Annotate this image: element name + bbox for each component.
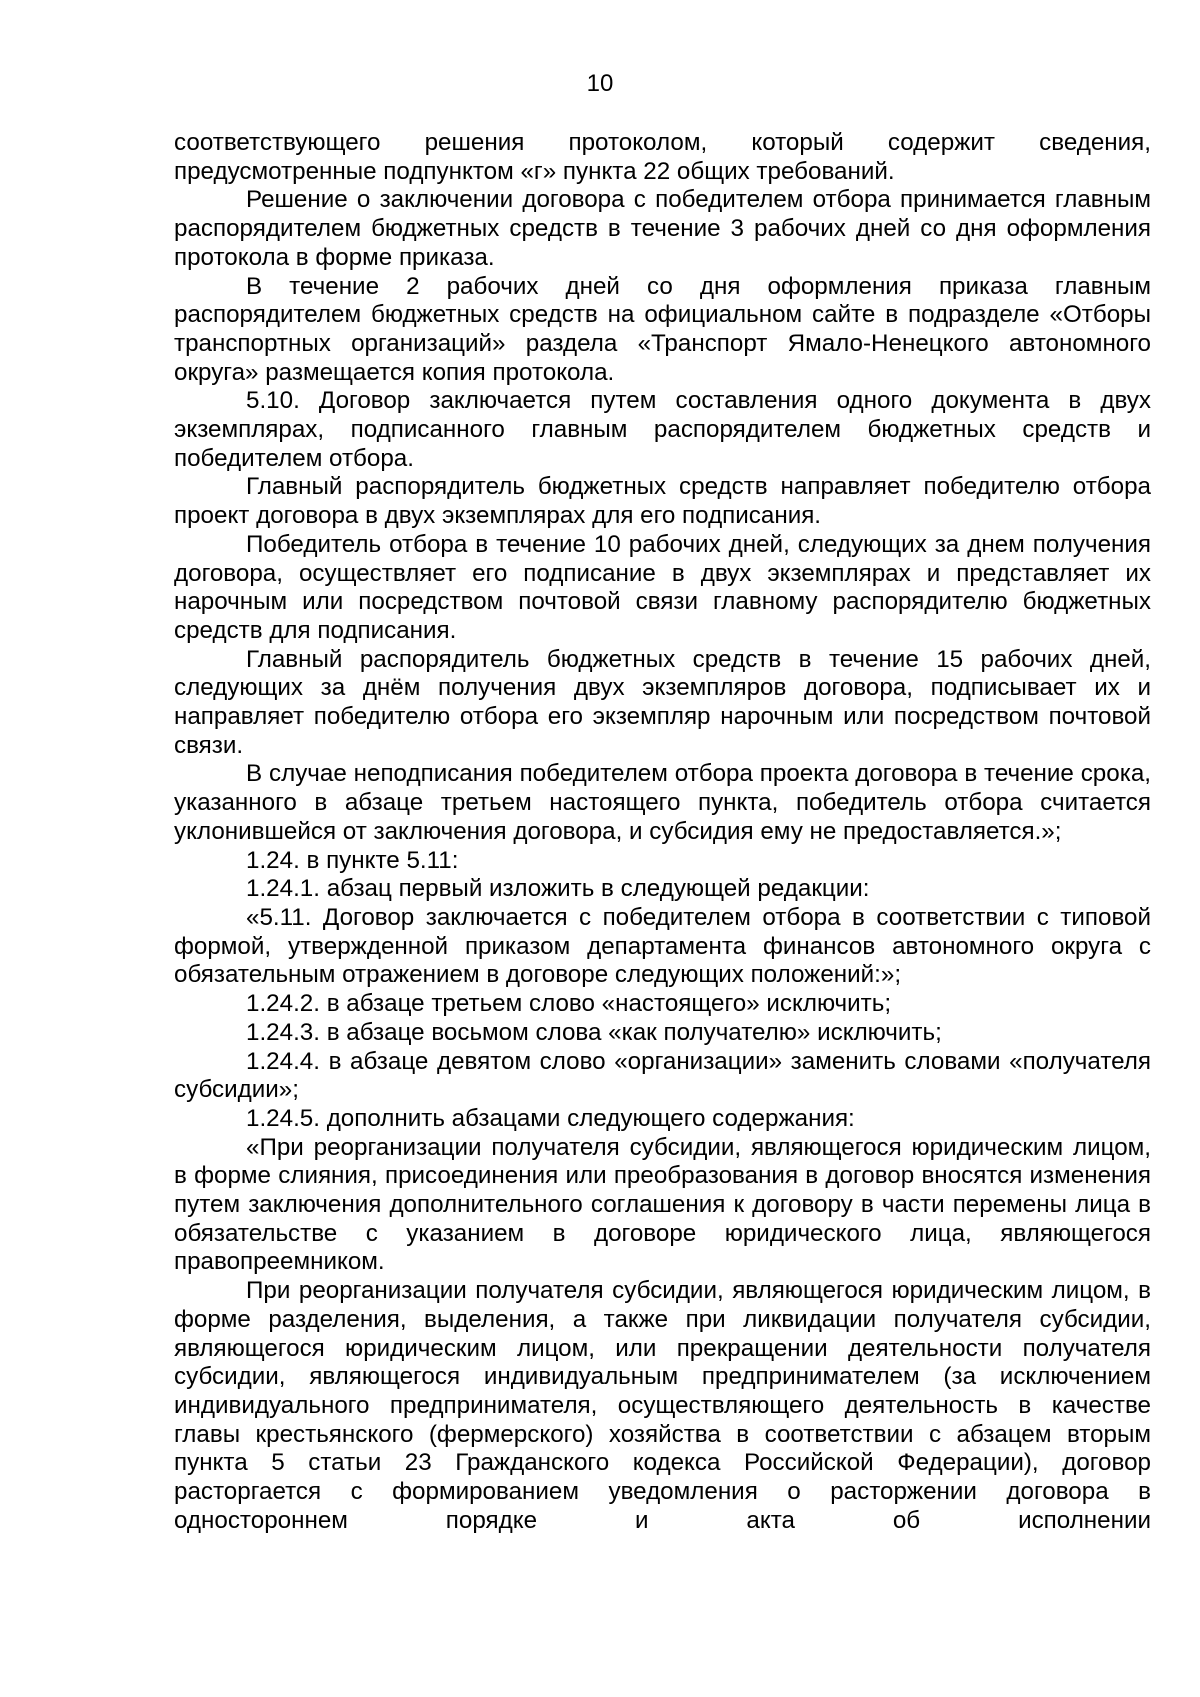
paragraph-winner-signing: Победитель отбора в течение 10 рабочих дней, следующих за днем получения договора, осуществляет его подписание в двух экземплярах и представляет их нарочным или посредством почтовой связи главному распорядителю бюджетных средств для подписания. <box>174 530 1151 644</box>
paragraph-item-1-24-4: 1.24.4. в абзаце девятом слово «организации» заменить словами «получателя субсидии»; <box>174 1047 1151 1104</box>
paragraph-reorganization-merger: «При реорганизации получателя субсидии, являющегося юридическим лицом, в форме слияния, присоединения или преобразования в договор вносятся изменения путем заключения дополнительного соглашения к договору в части перемены лица в обязательстве с указанием в договоре юридического лица, являющегося правопреемником. <box>174 1133 1151 1276</box>
paragraph-clause-5-11: «5.11. Договор заключается с победителем отбора в соответствии с типовой формой, утвержденной приказом департамента финансов автономного округа с обязательным отражением в договоре следующих положений:»; <box>174 903 1151 989</box>
paragraph-contract-decision: Решение о заключении договора с победителем отбора принимается главным распорядителем бюджетных средств в течение 3 рабочих дней со дня оформления протокола в форме приказа. <box>174 186 1151 271</box>
paragraph-reorganization-division: При реорганизации получателя субсидии, являющегося юридическим лицом, в форме разделения, выделения, а также при ликвидации получателя субсидии, являющегося юридическим лицом, или прекращении деятельности получателя субсидии, являющегося индивидуальным предпринимателем (за исключением индивидуального предпринимателя, осуществляющего деятельность в качестве главы крестьянского (фермерского) хозяйства в соответствии с абзацем вторым пункта 5 статьи 23 Гражданского кодекса Российской Федерации), договор расторгается с формированием уведомления о расторжении договора в одностороннем порядке и акта об исполнении <box>174 1277 1151 1534</box>
paragraph-distributor-signing: Главный распорядитель бюджетных средств в течение 15 рабочих дней, следующих за днём получения двух экземпляров договора, подписывает их и направляет победителю отбора его экземпляр нарочным или посредством почтовой связи. <box>174 645 1151 759</box>
document-body <box>174 129 1151 1535</box>
paragraph-item-1-24-2: 1.24.2. в абзаце третьем слово «настоящего» исключить; <box>246 990 892 1018</box>
paragraph-clause-5-10: 5.10. Договор заключается путем составления одного документа в двух экземплярах, подписанного главным распорядителем бюджетных средств и победителем отбора. <box>174 387 1151 472</box>
paragraph-draft-contract: Главный распорядитель бюджетных средств направляет победителю отбора проект договора в двух экземплярах для его подписания. <box>174 473 1151 530</box>
paragraph-item-1-24-1: 1.24.1. абзац первый изложить в следующей редакции: <box>246 875 870 903</box>
paragraph-continuation: соответствующего решения протоколом, который содержит сведения, предусмотренные подпунктом «г» пункта 22 общих требований. <box>174 129 1151 185</box>
paragraph-non-signing: В случае неподписания победителем отбора проекта договора в течение срока, указанного в абзаце третьем настоящего пункта, победитель отбора считается уклонившейся от заключения договора, и субсидия ему не предоставляется.»; <box>174 760 1151 845</box>
paragraph-item-1-24: 1.24. в пункте 5.11: <box>246 846 459 874</box>
paragraph-item-1-24-3: 1.24.3. в абзаце восьмом слова «как получателю» исключить; <box>246 1018 942 1046</box>
page-number: 10 <box>586 70 614 97</box>
paragraph-item-1-24-5: 1.24.5. дополнить абзацами следующего содержания: <box>246 1104 855 1132</box>
paragraph-protocol-publication: В течение 2 рабочих дней со дня оформления приказа главным распорядителем бюджетных средств на официальном сайте в подразделе «Отборы транспортных организаций» раздела «Транспорт Ямало-Ненецкого автономного округа» размещается копия протокола. <box>174 272 1151 386</box>
